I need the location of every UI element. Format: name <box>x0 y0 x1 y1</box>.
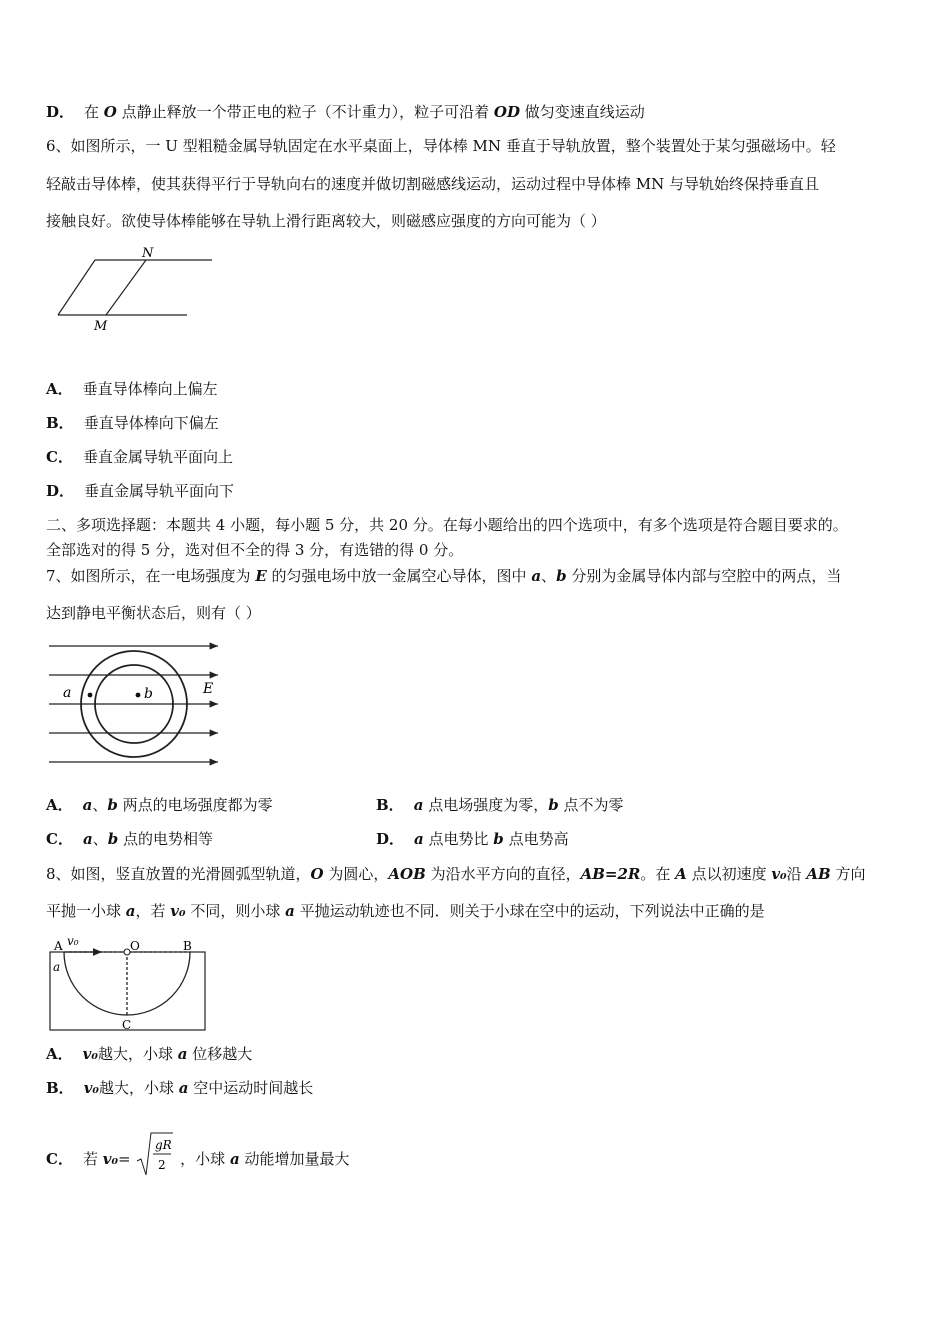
q7-stem-line-2: 达到静电平衡状态后，则有（ ） <box>46 604 261 622</box>
q6-option-a: A． 垂直导体棒向上偏左 <box>46 380 218 398</box>
q7-option-d: D． a 点电势比 b 点电势高 <box>376 830 569 848</box>
q5-option-d: D． 在 O 点静止释放一个带正电的粒子（不计重力），粒子可沿着 OD 做匀变速直线运动 <box>46 103 645 121</box>
label-b-point: B <box>183 939 192 953</box>
section2-heading-line-2: 全部选对的得 5 分，选对但不全的得 3 分，有选错的得 0 分。 <box>46 541 464 559</box>
q8-option-a: A． v₀越大，小球 a 位移越大 <box>46 1045 253 1063</box>
denominator-2: 2 <box>158 1158 167 1172</box>
q7-field-figure <box>46 636 226 774</box>
label-b: b <box>144 686 153 702</box>
label-c: C <box>122 1018 132 1032</box>
label-ball-a: a <box>53 960 61 974</box>
conductor-rod-mn <box>106 260 146 315</box>
q7-option-b: B． a 点电场强度为零，b 点不为零 <box>376 796 624 814</box>
q8-option-c: C． 若 v₀= gR 2 ，小球 a 动能增加量最大 <box>46 1137 349 1183</box>
q7-option-c: C． a、b 点的电势相等 <box>46 830 213 848</box>
label-e: E <box>203 681 214 697</box>
point-b-dot <box>136 693 141 698</box>
label-v0: v₀ <box>67 934 79 948</box>
section2-heading-line-1: 二、多项选择题：本题共 4 小题，每小题 5 分，共 20 分。在每小题给出的四个选项中，有多个选项是符合题目要求的。 <box>46 516 848 534</box>
label-a-point: A <box>54 939 63 953</box>
q8-stem-line-2: 平抛一小球 a，若 v₀ 不同，则小球 a 平抛运动轨迹也不同．则关于小球在空中的运动，下列说法中正确的是 <box>46 902 765 920</box>
label-a: a <box>63 685 72 701</box>
label-n: N <box>142 246 154 261</box>
q8-stem-line-1: 8、如图，竖直放置的光滑圆弧型轨道，O 为圆心，AOB 为沿水平方向的直径，AB=2R。在 A 点以初速度 v₀沿 AB 方向 <box>46 865 866 883</box>
numerator-gr: gR <box>155 1138 173 1152</box>
q6-rail-figure <box>50 240 220 335</box>
q8-option-b: B． v₀越大，小球 a 空中运动时间越长 <box>46 1079 314 1097</box>
q7-option-a: A． a、b 两点的电场强度都为零 <box>46 796 273 814</box>
q6-option-c: C． 垂直金属导轨平面向上 <box>46 448 233 466</box>
q6-stem-line-2: 轻敲击导体棒，使其获得平行于导轨向右的速度并做切割磁感线运动，运动过程中导体棒 MN 与导轨始终保持垂直且 <box>46 175 820 193</box>
q6-stem-line-1: 6、如图所示，一 U 型粗糙金属导轨固定在水平桌面上，导体棒 MN 垂直于导轨放置，整个装置处于某匀强磁场中。轻 <box>46 137 836 155</box>
label-o: O <box>130 939 140 953</box>
q6-option-b: B． 垂直导体棒向下偏左 <box>46 414 219 432</box>
sqrt-fraction <box>135 1131 175 1177</box>
rail-end <box>58 260 95 315</box>
q8-track-figure <box>40 934 215 1034</box>
point-a-dot <box>88 693 93 698</box>
q6-stem-line-3: 接触良好。欲使导体棒能够在导轨上滑行距离较大，则磁感应强度的方向可能为（ ） <box>46 212 606 230</box>
q7-stem-line-1: 7、如图所示，在一电场强度为 E 的匀强电场中放一金属空心导体，图中 a、b 分别为金属导体内部与空腔中的两点，当 <box>46 567 842 585</box>
q6-option-d: D． 垂直金属导轨平面向下 <box>46 482 235 500</box>
label-m: M <box>94 319 108 334</box>
